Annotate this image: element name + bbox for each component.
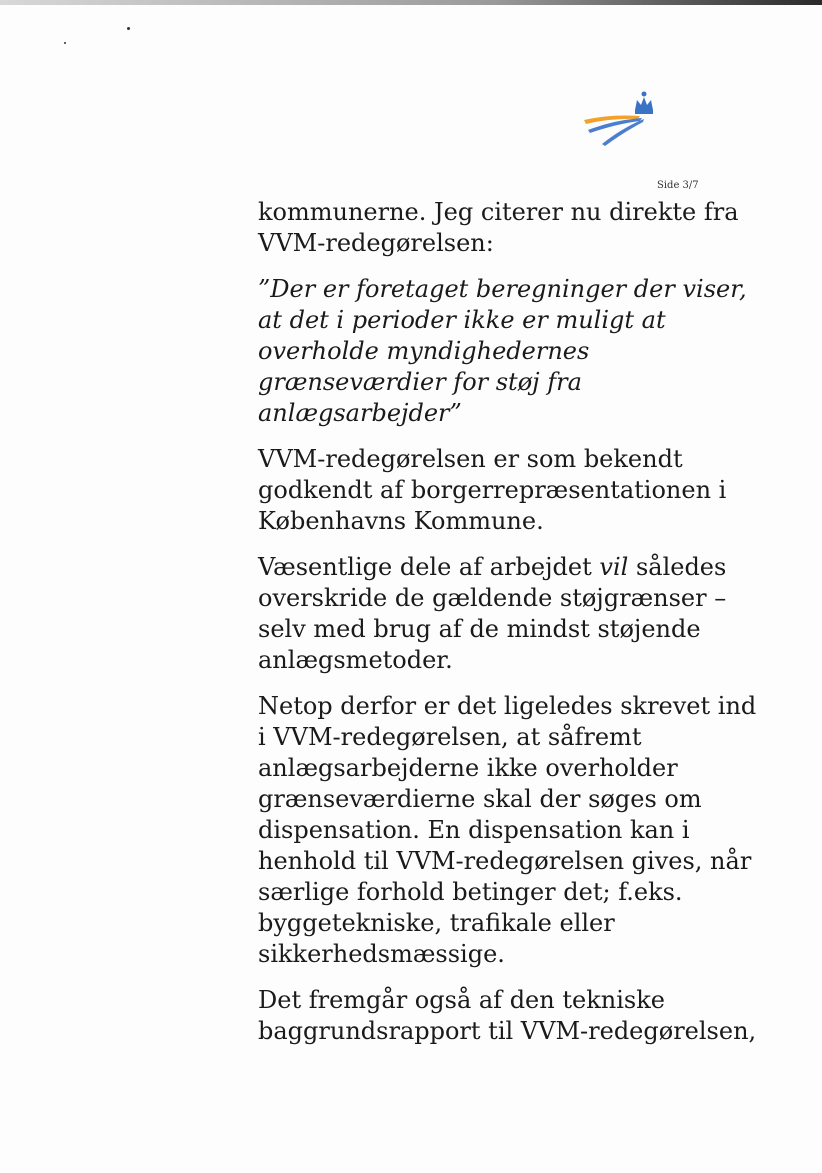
- text-segment: Væsentlige dele af arbejdet: [258, 553, 600, 581]
- text-line: anlægsarbejderne ikke overholder: [258, 754, 678, 782]
- text-segment: således: [628, 553, 727, 581]
- text-line: overholde myndighedernes: [258, 337, 590, 365]
- text-line: kommunerne. Jeg citerer nu direkte fra: [258, 198, 739, 226]
- text-line: anlægsmetoder.: [258, 646, 453, 674]
- paragraph-approval: [258, 444, 788, 537]
- text-line: byggetekniske, trafikale eller: [258, 909, 615, 937]
- text-line: Det fremgår også af den tekniske: [258, 986, 665, 1014]
- paragraph-dispensation: [258, 691, 788, 970]
- quote-block: [258, 274, 788, 429]
- emphasis-text: vil: [599, 553, 629, 581]
- road-stripes-icon: [584, 116, 644, 147]
- text-line: henhold til VVM-redegørelsen gives, når: [258, 847, 752, 875]
- text-line: særlige forhold betinger det; f.eks.: [258, 878, 683, 906]
- text-line: godkendt af borgerrepræsentationen i: [258, 476, 727, 504]
- text-line: VVM-redegørelsen:: [258, 229, 494, 257]
- text-line: selv med brug af de mindst støjende: [258, 615, 701, 643]
- text-line: grænseværdier for støj fra: [258, 368, 582, 396]
- text-line: VVM-redegørelsen er som bekendt: [258, 445, 683, 473]
- scan-speck: [64, 42, 66, 44]
- text-line: overskride de gældende støjgrænser –: [258, 584, 727, 612]
- text-line: i VVM-redegørelsen, at såfremt: [258, 723, 642, 751]
- text-line: sikkerhedsmæssige.: [258, 940, 505, 968]
- text-line: [258, 552, 788, 583]
- text-line: Netop derfor er det ligeledes skrevet ind: [258, 692, 757, 720]
- paragraph-intro: [258, 197, 788, 259]
- text-line: ”Der er foretaget beregninger der viser,: [258, 275, 747, 303]
- text-line: Københavns Kommune.: [258, 507, 544, 535]
- text-line: grænseværdierne skal der søges om: [258, 785, 702, 813]
- text-line: dispensation. En dispensation kan i: [258, 816, 690, 844]
- document-body: [258, 197, 788, 1062]
- scan-speck: [127, 27, 130, 30]
- crown-icon: [635, 92, 653, 115]
- text-line: baggrundsrapport til VVM-redegørelsen,: [258, 1017, 757, 1045]
- paragraph-background-report: [258, 985, 788, 1047]
- page-number: Side 3/7: [657, 180, 699, 191]
- text-line: at det i perioder ikke er muligt at: [258, 306, 666, 334]
- scan-top-edge: [0, 0, 822, 5]
- paragraph-noise-limits: [258, 552, 788, 676]
- crown-road-logo: [580, 88, 664, 154]
- text-line: anlægsarbejder”: [258, 399, 462, 427]
